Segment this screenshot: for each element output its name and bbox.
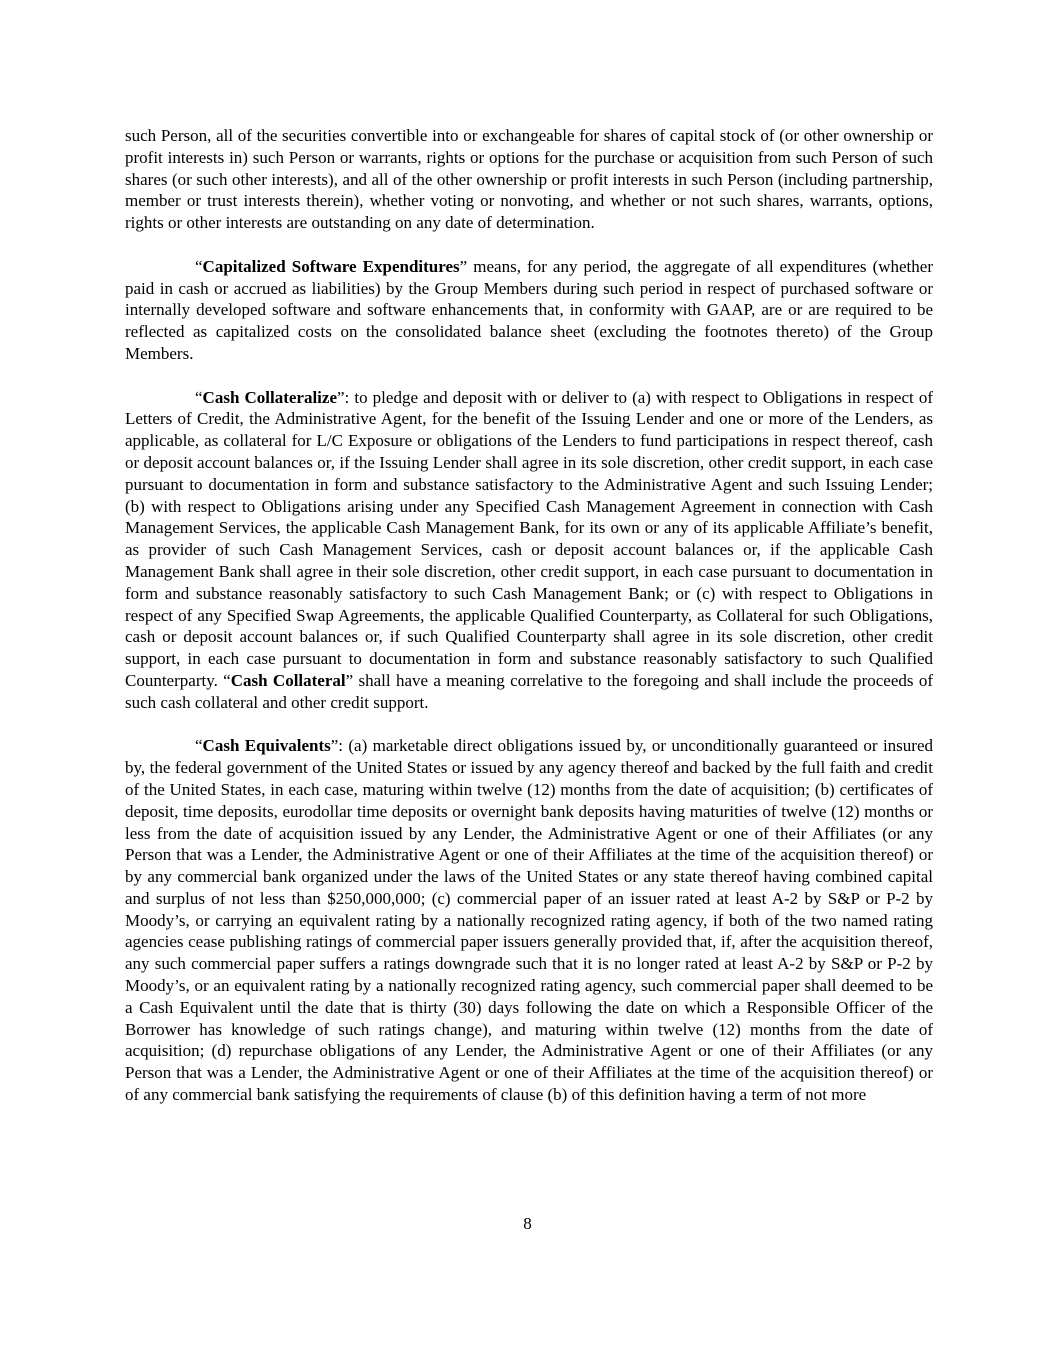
open-quote: “	[195, 256, 203, 276]
definition-cash-collateralize	[125, 387, 933, 714]
definition-text: ”: (a) marketable direct obligations issued by, or unconditionally guaranteed or insured by, the federal government of the United States or issued by any agency thereof and backed by the full faith and credit of the United States, in each case, maturing within twelve (12) months from the date of acquisition; (b) certificates of deposit, time deposits, eurodollar time deposits or overnight bank deposits having maturities of twelve (12) months or less from the date of acquisition issued by any Lender, the Administrative Agent or one of their Affiliates (or any Person that was a Lender, the Administrative Agent or one of their Affiliates at the time of the acquisition thereof) or by any commercial bank organized under the laws of the United States or any state thereof having combined capital and surplus of not less than $250,000,000; (c) commercial paper of an issuer rated at least A-2 by S&P or P-2 by Moody’s, or carrying an equivalent rating by a nationally recognized rating agency, if both of the two named rating agencies cease publishing ratings of commercial paper issuers generally provided that, if, after the acquisition thereof, any such commercial paper suffers a ratings downgrade such that it is no longer rated at least A-2 by S&P or P-2 by Moody’s, or an equivalent rating by a nationally recognized rating agency, such commercial paper shall deemed to be a Cash Equivalent until the date that is thirty (30) days following the date on which a Responsible Officer of the Borrower has knowledge of such ratings change), and maturing within twelve (12) months from the date of acquisition; (d) repurchase obligations of any Lender, the Administrative Agent or one of their Affiliates (or any Person that was a Lender, the Administrative Agent or one of their Affiliates at the time of the acquisition thereof) or of any commercial bank satisfying the requirements of clause (b) of this definition having a term of not more	[125, 736, 934, 1105]
definition-cash-equivalents	[125, 735, 933, 1106]
defined-term: Capitalized Software Expenditures	[202, 256, 460, 276]
open-quote: “	[195, 736, 203, 756]
defined-term: Cash Equivalents	[202, 736, 331, 756]
defined-term-secondary: Cash Collateral	[230, 670, 346, 690]
paragraph-text: such Person, all of the securities convertible into or exchangeable for shares of capital stock of (or other ownership or profit interests in) such Person or warrants, rights or options for the purchase or acquisition from such Person of such shares (or such other interests), and all of the other ownership or profit interests in such Person (including partnership, member or trust interests therein), whether voting or nonvoting, and whether or not such shares, warrants, options, rights or other interests are outstanding on any date of determination.	[125, 126, 933, 233]
definition-text: ” means, for any period, the aggregate of all expenditures (whether paid in cash or accrued as liabilities) by the Group Members during such period in respect of purchased software or internally developed software and software enhancements that, in conformity with GAAP, are or are required to be reflected as capitalized costs on the consolidated balance sheet (excluding the footnotes thereto) of the Group Members.	[125, 256, 933, 363]
document-page	[125, 125, 933, 1128]
definition-text-secondary: ” shall have a meaning correlative to the foregoing and shall include the proceeds of such cash collateral and other credit support.	[125, 670, 933, 712]
definition-capitalized-software-expenditures	[125, 256, 933, 365]
defined-term: Cash Collateralize	[202, 387, 337, 407]
definition-text: ”: to pledge and deposit with or deliver to (a) with respect to Obligations in respect of Letters of Credit, the Administrative Agent, for the benefit of the Issuing Lender and one or more of the Lenders, as applicable, as collateral for L/C Exposure or obligations of the Lenders to fund participations in respect thereof, cash or deposit account balances or, if the Issuing Lender shall agree in its sole discretion, other credit support, in each case pursuant to documentation in form and substance satisfactory to the Administrative Agent and such Issuing Lender; (b) with respect to Obligations arising under any Specified Cash Management Agreement in connection with Cash Management Services, the applicable Cash Management Bank, for its own or any of its applicable Affiliate’s benefit, as provider of such Cash Management Services, cash or deposit account balances or, if the applicable Cash Management Bank shall agree in their sole discretion, other credit support, in each case pursuant to documentation in form and substance reasonably satisfactory to such Cash Management Bank; or (c) with respect to Obligations in respect of any Specified Swap Agreements, the applicable Qualified Counterparty, as Collateral for such Obligations, cash or deposit account balances or, if such Qualified Counterparty shall agree in its sole discretion, other credit support, in each case pursuant to documentation in form and substance reasonably satisfactory to such Qualified Counterparty. “	[125, 387, 933, 690]
paragraph-continuation	[125, 125, 933, 234]
open-quote: “	[195, 387, 203, 407]
page-number: 8	[523, 1214, 532, 1233]
